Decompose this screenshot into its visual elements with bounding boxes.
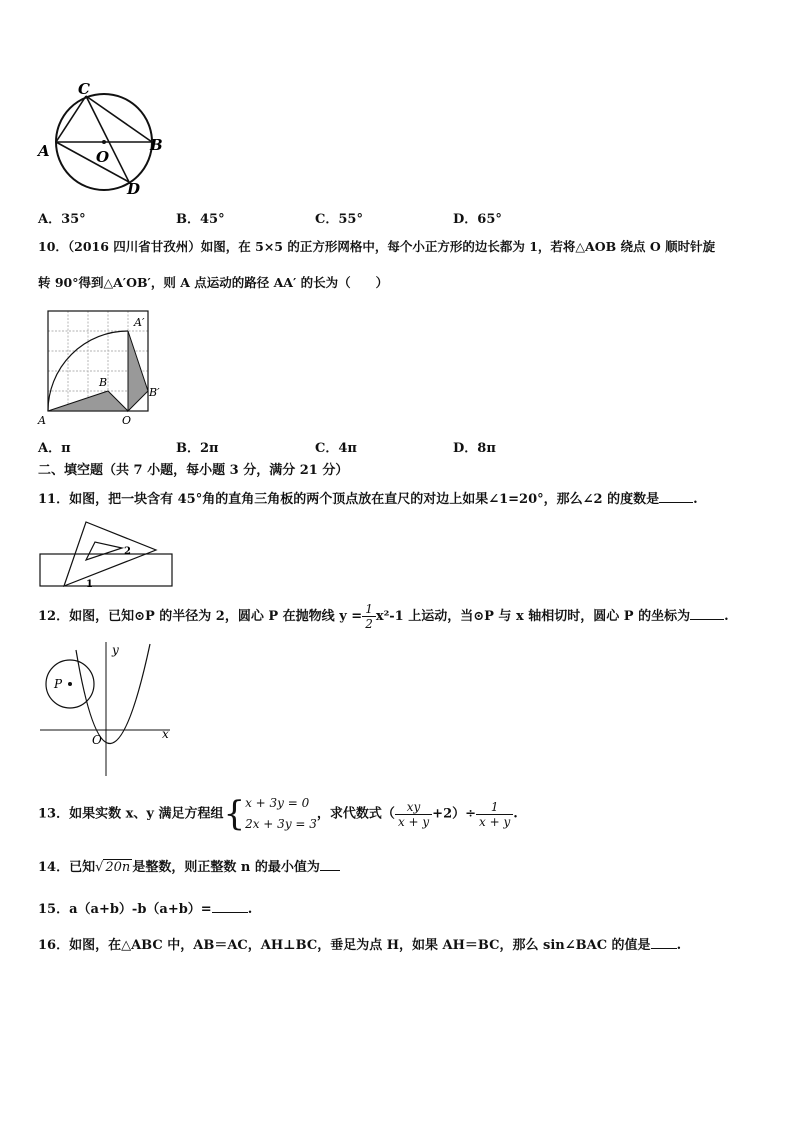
q9-label-c: C [78, 80, 90, 98]
q9-circle-figure [34, 78, 174, 200]
q12-label-y: y [112, 643, 119, 657]
q11-label-1: 1 [86, 579, 93, 590]
q11-ruler-triangle-figure [38, 518, 178, 590]
q14-radicand: 20n [105, 860, 131, 875]
q13-equation-system [245, 793, 317, 835]
q13-eq1: x + 3y = 0 [245, 796, 310, 810]
q13-f2-den: x + y [479, 814, 511, 829]
q15-end: . [247, 902, 253, 917]
q16-question: 16．如图，在△ABC 中，AB＝AC，AH⊥BC，垂足为点 H，如果 AH＝BC，那么 sin∠BAC 的值是 [38, 938, 651, 953]
q16-end: . [676, 938, 682, 953]
q12-pre: 12．如图，已知⊙P 的半径为 2，圆心 P 在抛物线 y = [38, 609, 363, 624]
q10-label-b-prime: B′ [149, 386, 160, 399]
q13-f1-num: xy [395, 800, 432, 815]
q13-fraction-2 [476, 800, 513, 829]
q13-mid: ，求代数式（ [316, 806, 395, 822]
q9-label-o: O [96, 148, 110, 166]
q10-option-d: D．8π [453, 441, 496, 456]
q9-label-d: D [127, 180, 141, 198]
q9-option-a: A．35° [38, 212, 86, 227]
q9-label-b: B [150, 136, 163, 154]
q15-question: 15．a（a+b）-b（a+b）= [38, 902, 212, 917]
q12-label-p: P [54, 677, 63, 691]
q13-end: . [513, 806, 518, 822]
q14-text [38, 858, 340, 877]
q13-f1-den: x + y [397, 814, 430, 829]
q10-label-a: A [38, 414, 46, 427]
q13-pre: 13．如果实数 x、y 满足方程组 [38, 806, 224, 822]
q13-fraction-1 [395, 800, 432, 829]
q10-label-b: B [99, 376, 108, 389]
q13-eq2: 2x + 3y = 3 [245, 817, 317, 831]
q12-frac-num: 1 [362, 602, 376, 617]
q14-answer-blank [320, 858, 340, 871]
q10-text-line1: 10．（2016 四川省甘孜州）如图，在 5×5 的正方形网格中，每个小正方形的边长都为 1，若将△AOB 绕点 O 顺时针旋 [38, 239, 716, 254]
q11-question: 11．如图，把一块含有 45°角的直角三角板的两个顶点放在直尺的对边上如果∠1=20°，那么∠2 的度数是 [38, 492, 660, 507]
q9-label-a: A [38, 142, 50, 160]
q10-grid-figure [36, 306, 166, 430]
q9-option-b: B．45° [176, 212, 225, 227]
q13-f2-num: 1 [476, 800, 513, 815]
q13-text [38, 792, 518, 836]
q10-option-b: B．2π [176, 441, 219, 456]
q10-label-o: O [122, 414, 132, 427]
q12-answer-blank [690, 607, 724, 620]
q13-system-brace: { [223, 794, 246, 834]
q9-option-c: C．55° [315, 212, 363, 227]
section-heading-fill-in: 二、填空题（共 7 小题，每小题 3 分，满分 21 分） [38, 463, 349, 478]
q11-label-2: 2 [124, 546, 131, 557]
q16-text [38, 936, 681, 955]
q10-label-a-prime: A′ [134, 316, 145, 329]
q10-option-c: C．4π [315, 441, 357, 456]
q11-answer-blank [659, 490, 693, 503]
q15-answer-blank [212, 900, 248, 913]
q12-parabola-figure [38, 640, 176, 780]
q12-text [38, 599, 729, 635]
q12-end: . [724, 609, 729, 624]
q16-answer-blank [651, 936, 677, 949]
q14-pre: 14．已知 [38, 860, 96, 875]
q12-label-o: O [92, 733, 102, 747]
q11-end: . [693, 492, 698, 507]
q9-option-d: D．65° [453, 212, 502, 227]
q12-post: x²-1 上运动，当⊙P 与 x 轴相切时，圆心 P 的坐标为 [375, 609, 691, 624]
q13-mid2: +2）÷ [432, 806, 477, 822]
q11-text [38, 490, 698, 509]
q12-fraction [362, 602, 376, 631]
q10-option-a: A．π [38, 441, 71, 456]
q12-label-x: x [162, 727, 169, 741]
q10-text-line2: 转 90°得到△A′OB′，则 A 点运动的路径 AA′ 的长为（ ） [38, 275, 389, 290]
q15-text [38, 900, 252, 919]
q14-post: 是整数，则正整数 n 的最小值为 [132, 860, 320, 875]
q14-sqrt: √ [95, 860, 104, 875]
q12-frac-den: 2 [365, 617, 373, 631]
